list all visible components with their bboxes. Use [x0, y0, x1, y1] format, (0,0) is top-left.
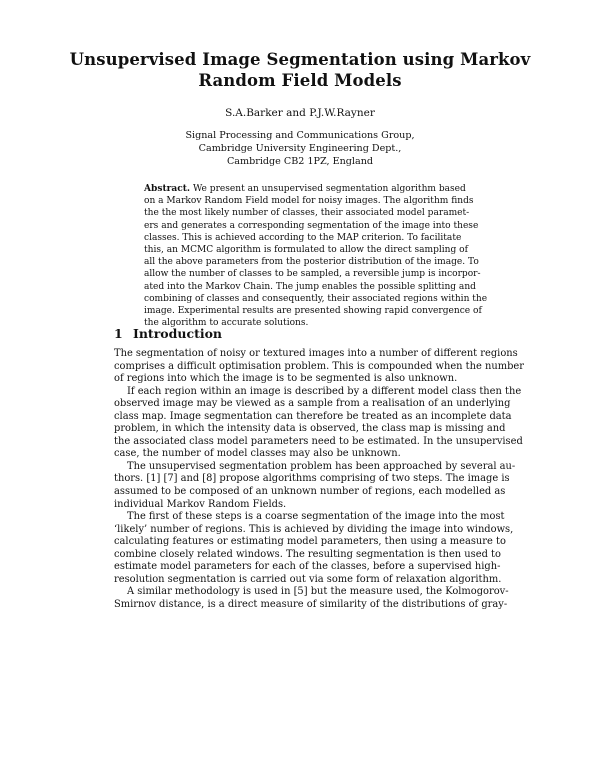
- body-line: assumed to be composed of an unknown number of regions, each modelled as: [114, 486, 506, 498]
- affiliation-line: Signal Processing and Communications Group,: [185, 130, 415, 141]
- body-line: ‘likely’ number of regions. This is achieved by dividing the image into windows,: [114, 523, 514, 535]
- abstract-text: We present an unsupervised segmentation algorithm based: [192, 184, 466, 194]
- abstract-line: on a Markov Random Field model for noisy images. The algorithm finds: [144, 196, 474, 207]
- body-line: The first of these steps is a coarse segmentation of the image into the most: [127, 511, 505, 523]
- abstract-line: [144, 183, 466, 195]
- abstract-line: ated into the Markov Chain. The jump enables the possible splitting and: [144, 281, 476, 292]
- abstract-line: combining of classes and consequently, their associated regions within the: [144, 293, 488, 304]
- paragraph: [114, 586, 509, 611]
- body-line: problem, in which the intensity data is observed, the class map is missing and: [114, 423, 506, 435]
- body-line: combine closely related windows. The resulting segmentation is then used to: [114, 548, 501, 560]
- paper-title: [0, 49, 600, 91]
- body-line: individual Markov Random Fields.: [114, 498, 287, 510]
- paragraph: [114, 385, 523, 461]
- body-line: If each region within an image is described by a different model class then the: [127, 385, 522, 397]
- title-line: Random Field Models: [198, 71, 402, 90]
- body-line: Smirnov distance, is a direct measure of similarity of the distributions of gray-: [114, 598, 508, 610]
- paragraph: [114, 511, 514, 586]
- abstract-line: classes. This is achieved according to the MAP criterion. To facilitate: [144, 232, 462, 243]
- body-line: case, the number of model classes may also be unknown.: [114, 448, 401, 460]
- paragraph: [114, 348, 524, 386]
- section-title: Introduction: [133, 326, 223, 341]
- abstract-line: the the most likely number of classes, their associated model paramet-: [144, 208, 470, 219]
- abstract-line: the algorithm to accurate solutions.: [144, 318, 309, 329]
- section-heading: [114, 326, 494, 342]
- body-line: estimate model parameters for each of the classes, before a supervised high-: [114, 561, 501, 573]
- paper-authors: S.A.Barker and P.J.W.Rayner: [225, 107, 375, 119]
- body-line: calculating features or estimating model parameters, then using a measure to: [114, 536, 506, 548]
- paragraph: [114, 460, 516, 511]
- body-line: the associated class model parameters need to be estimated. In the unsupervised: [114, 435, 523, 447]
- abstract-line: this, an MCMC algorithm is formulated to allow the direct sampling of: [144, 244, 468, 255]
- body-line: thors. [1] [7] and [8] propose algorithms comprising of two steps. The image is: [114, 473, 510, 485]
- body-line: comprises a difficult optimisation problem. This is compounded when the number: [114, 360, 524, 372]
- body-line: class map. Image segmentation can therefore be treated as an incomplete data: [114, 410, 512, 422]
- abstract-line: all the above parameters from the posterior distribution of the image. To: [144, 257, 479, 268]
- affiliation-line: Cambridge University Engineering Dept.,: [198, 143, 402, 154]
- body-line: The segmentation of noisy or textured images into a number of different regions: [114, 348, 518, 359]
- abstract-line: allow the number of classes to be sampled, a reversible jump is incorpor-: [144, 269, 481, 280]
- abstract-line: image. Experimental results are presented showing rapid convergence of: [144, 305, 482, 316]
- body-line: resolution segmentation is carried out via some form of relaxation algorithm.: [114, 573, 502, 585]
- body-line: observed image may be viewed as a sample from a realisation of an underlying: [114, 398, 511, 410]
- abstract-line: ers and generates a corresponding segmentation of the image into these: [144, 220, 479, 231]
- paper-affiliation: [0, 129, 600, 168]
- body-line: The unsupervised segmentation problem has been approached by several au-: [127, 460, 516, 472]
- body-line: of regions into which the image is to be segmented is also unknown.: [114, 373, 458, 385]
- abstract-label: Abstract.: [144, 184, 191, 194]
- title-line: Unsupervised Image Segmentation using Markov: [69, 50, 531, 69]
- abstract: [144, 183, 488, 329]
- section-number: 1: [114, 326, 123, 341]
- section-body: [114, 348, 524, 611]
- affiliation-line: Cambridge CB2 1PZ, England: [226, 156, 374, 167]
- body-line: A similar methodology is used in [5] but the measure used, the Kolmogorov-: [127, 586, 509, 598]
